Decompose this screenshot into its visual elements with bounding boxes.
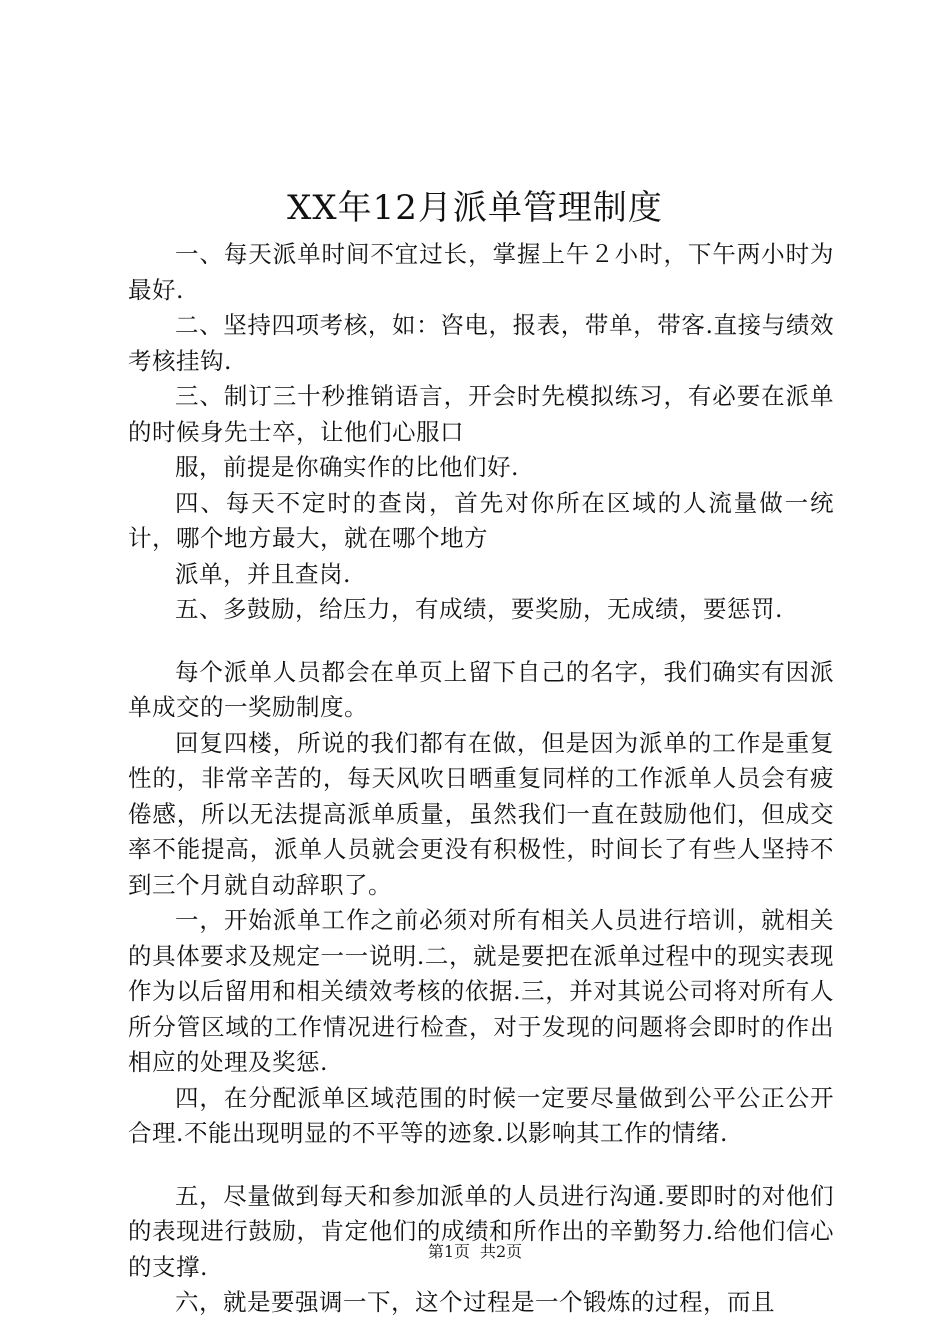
- paragraph: 二、坚持四项考核，如：咨电，报表，带单，带客.直接与绩效考核挂钩.: [128, 311, 834, 375]
- page-footer: [0, 1240, 950, 1264]
- document-title: XX年12月派单管理制度: [287, 188, 663, 228]
- paragraph: 四、每天不定时的查岗，首先对你所在区域的人流量做一统计，哪个地方最大，就在哪个地方: [128, 488, 834, 552]
- paragraph: 三、制订三十秒推销语言，开会时先模拟练习，有必要在派单的时候身先士卒，让他们心服口: [128, 382, 834, 446]
- paragraph: 每个派单人员都会在单页上留下自己的名字，我们确实有因派单成交的一奖励制度。: [128, 657, 834, 721]
- paragraph: 五、多鼓励，给压力，有成绩，要奖励，无成绩，要惩罚.: [175, 595, 783, 623]
- paragraph: 四，在分配派单区域范围的时候一定要尽量做到公平公正公开合理.不能出现明显的不平等的迹象.以影响其工作的情绪.: [128, 1083, 834, 1147]
- paragraph: 六，就是要强调一下，这个过程是一个锻炼的过程，而且: [175, 1288, 775, 1316]
- paragraph: 派单，并且查岗.: [175, 559, 351, 588]
- paragraph: 回复四楼，所说的我们都有在做，但是因为派单的工作是重复性的，非常辛苦的，每天风吹日晒重复同样的工作派单人员会有疲倦感，所以无法提高派单质量，虽然我们一直在鼓励他们，但成交率不能提高，派单人员就会更没有积极性，时间长了有些人坚持不到三个月就自动辞职了。: [128, 728, 834, 899]
- paragraph: 一、每天派单时间不宜过长，掌握上午２小时，下午两小时为最好.: [128, 240, 834, 304]
- paragraph: 服，前提是你确实作的比他们好.: [175, 453, 519, 481]
- page-total: 共2页: [480, 1242, 523, 1261]
- page-number: 第1页: [427, 1242, 470, 1261]
- paragraph: 五，尽量做到每天和参加派单的人员进行沟通.要即时的对他们的表现进行鼓励，肯定他们的成绩和所作出的辛勤努力.给他们信心的支撑.: [128, 1181, 834, 1281]
- document-body: [128, 237, 834, 1321]
- paragraph: 一，开始派单工作之前必须对所有相关人员进行培训，就相关的具体要求及规定一一说明.二，就是要把在派单过程中的现实表现作为以后留用和相关绩效考核的依据.三，并对其说公司将对所有人所分管区域的工作情况进行检查，对于发现的问题将会即时的作出相应的处理及奖惩.: [128, 906, 834, 1076]
